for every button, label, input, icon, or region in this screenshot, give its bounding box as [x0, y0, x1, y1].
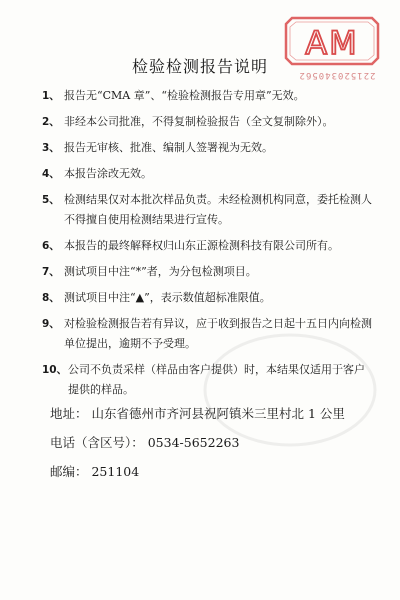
note-number: 4、 [42, 168, 60, 180]
stamp-code: 221520340562 [298, 70, 376, 80]
note-text: 公司不负责采样（样品由客户提供）时，本结果仅适用于客户提供的样品。 [68, 363, 365, 396]
note-text: 检测结果仅对本批次样品负责。未经检测机构同意，委托检测人不得擅自使用检测结果进行宣传。 [64, 193, 372, 226]
page-title: 检验检测报告说明 [131, 57, 268, 76]
note-text: 测试项目中注“*”者，为分包检测项目。 [64, 265, 257, 278]
list-item [42, 288, 372, 308]
note-number: 2、 [42, 116, 60, 128]
list-item [42, 190, 372, 230]
list-item [42, 236, 372, 256]
note-number: 6、 [42, 240, 60, 252]
postcode-line: 邮编： 251104 [50, 464, 140, 479]
note-number: 9、 [42, 318, 60, 330]
note-number: 8、 [42, 292, 60, 304]
address-line: 地址： 山东省德州市齐河县祝阿镇米三里村北 1 公里 [50, 406, 345, 421]
list-item [42, 138, 372, 158]
note-text: 本报告的最终解释权归山东正源检测科技有限公司所有。 [64, 239, 339, 252]
note-number: 10、 [42, 364, 68, 376]
list-item [42, 262, 372, 282]
note-number: 3、 [42, 142, 60, 154]
note-text: 报告无“CMA 章”、“检验检测报告专用章”无效。 [64, 89, 305, 102]
note-text: 非经本公司批准，不得复制检验报告（全文复制除外）。 [64, 115, 334, 128]
list-item [42, 164, 372, 184]
note-number: 1、 [42, 90, 60, 102]
list-item [42, 86, 372, 106]
phone-line: 电话（含区号）： 0534-5652263 [50, 435, 240, 450]
note-number: 5、 [42, 194, 60, 206]
list-item [42, 112, 372, 132]
note-text: 对检验检测报告若有异议，应于收到报告之日起十五日内向检测单位提出，逾期不予受理。 [64, 317, 372, 350]
note-text: 本报告涂改无效。 [64, 167, 152, 180]
note-text: 报告无审核、批准、编制人签署视为无效。 [64, 141, 273, 154]
note-text: 测试项目中注“▲”，表示数值超标准限值。 [64, 291, 271, 304]
stamp-letters: AM [305, 24, 359, 62]
faint-seal-watermark-icon [200, 330, 380, 450]
note-number: 7、 [42, 266, 60, 278]
